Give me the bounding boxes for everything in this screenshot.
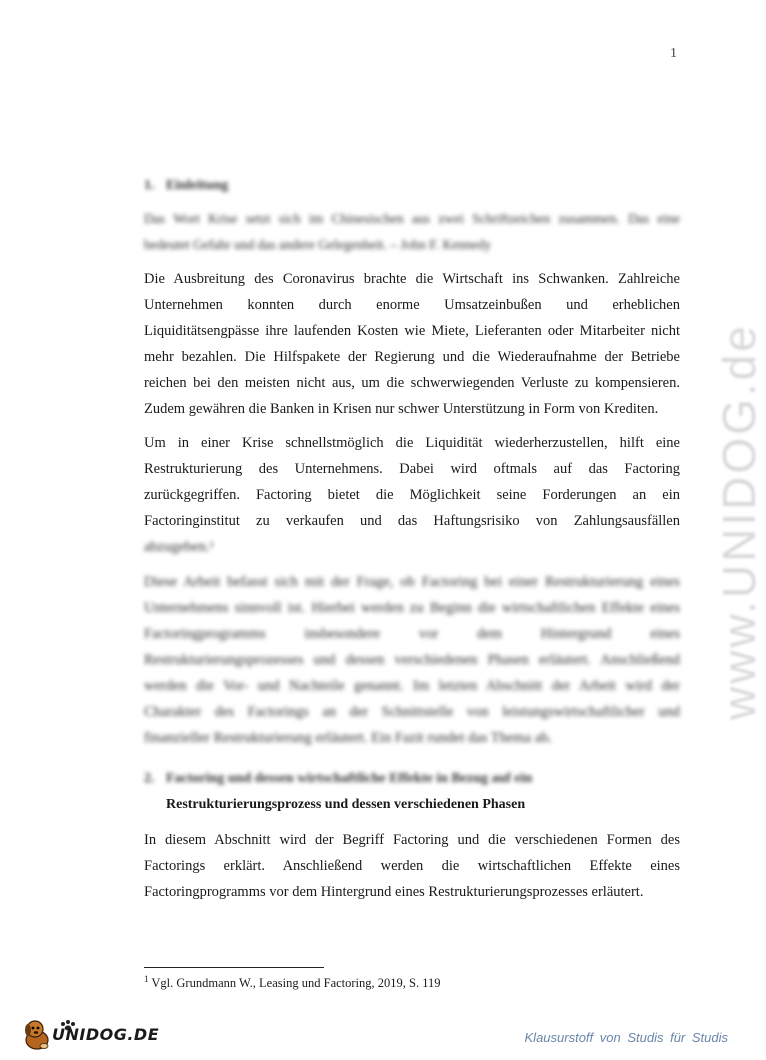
unidog-logo-text: UNIDOG.DE: [52, 1025, 160, 1044]
paragraph-line: mehr bezahlen. Die Hilfspakete der Regierung und die Wiederaufnahme der Betriebe: [144, 349, 680, 365]
paragraph-line: Factoringprogramms vor dem Hintergrund eines Restrukturierungsprozesses erläutert.: [144, 884, 644, 900]
section-2-number: 2.: [144, 771, 155, 786]
section-2-heading-line-2: Restrukturierungsprozess und dessen verschiedenen Phasen: [166, 797, 526, 812]
page-number: 1: [670, 46, 677, 61]
quote-line: bedeutet Gefahr und das andere Gelegenheit. – John F. Kennedy: [144, 237, 492, 252]
paragraph-line: abzugeben.¹: [144, 539, 214, 555]
footnote-text: Vgl. Grundmann W., Leasing und Factoring, 2019, S. 119: [151, 976, 441, 991]
paragraph-line: Factoringprogramms insbesondere vor dem Hintergrund eines: [144, 626, 680, 642]
intro-paragraph-2: [144, 430, 680, 560]
paragraph-line: Restrukturierungsprozesses und dessen verschiedenen Phasen erläutert. Anschließend: [144, 652, 680, 668]
intro-paragraph-3: [144, 569, 680, 751]
paragraph-line: zurückgegriffen. Factoring bietet die Möglichkeit seine Forderungen an ein: [144, 487, 680, 503]
section-2-heading-line-1: [144, 771, 532, 787]
paragraph-line: werden die Vor- und Nachteile genannt. Im letzten Abschnitt der Arbeit wird der: [144, 678, 680, 694]
paragraph-line: Um in einer Krise schnellstmöglich die Liquidität wiederherzustellen, hilft eine: [144, 435, 680, 451]
section-2-paragraph: [144, 827, 680, 905]
footnote: [144, 974, 441, 991]
paragraph-line: Restrukturierung des Unternehmens. Dabei wird oftmals auf das Factoring: [144, 461, 680, 477]
watermark-text: www.UNIDOG.de: [713, 323, 765, 720]
paragraph-line: Die Ausbreitung des Coronavirus brachte die Wirtschaft ins Schwanken. Zahlreiche: [144, 271, 680, 287]
section-2-title-part-1: Factoring und dessen wirtschaftliche Effekte in Bezug auf ein: [166, 771, 533, 786]
quote-line: Das Wort Krise setzt sich im Chinesischen aus zwei Schriftzeichen zusammen. Das eine: [144, 211, 680, 226]
section-1-title: Einleitung: [166, 178, 229, 193]
paragraph-line: finanzieller Restrukturierung erläutert. Ein Fazit rundet das Thema ab.: [144, 730, 553, 746]
intro-paragraph-1: [144, 266, 680, 422]
paragraph-line: Factorings erklärt. Anschließend werden die wirtschaftlichen Effekte eines: [144, 858, 680, 874]
section-1-number: 1.: [144, 178, 155, 193]
paragraph-line: Unternehmen konnten durch enorme Umsatzeinbußen und erheblichen: [144, 297, 680, 313]
paragraph-line: Unternehmens sinnvoll ist. Hierbei werden zu Beginn die wirtschaftlichen Effekte eines: [144, 600, 680, 616]
kennedy-quote: [144, 206, 680, 258]
paragraph-line: Charakter des Factorings an der Schnittstelle von leistungswirtschaftlicher und: [144, 704, 680, 720]
paragraph-line: Diese Arbeit befasst sich mit der Frage, ob Factoring bei einer Restrukturierung eines: [144, 574, 680, 590]
paragraph-line: Factoringinstitut zu verkaufen und das Haftungsrisiko von Zahlungsausfällen: [144, 513, 680, 529]
section-1-heading: [144, 178, 228, 194]
paragraph-line: Zudem gewähren die Banken in Krisen nur schwer Unterstützung in Form von Krediten.: [144, 401, 659, 417]
paragraph-line: reichen bei den meisten nicht aus, um die schwerwiegenden Verluste zu kompensieren.: [144, 375, 680, 391]
footnote-marker: 1: [144, 974, 149, 984]
footnote-separator: [144, 967, 324, 968]
paragraph-line: Liquiditätsengpässe ihre laufenden Kosten wie Miete, Lieferanten oder Mitarbeiter nicht: [144, 323, 680, 339]
paragraph-line: In diesem Abschnitt wird der Begriff Factoring und die verschiedenen Formen des: [144, 832, 680, 848]
footer-tagline: Klausurstoff von Studis für Studis: [524, 1030, 728, 1045]
